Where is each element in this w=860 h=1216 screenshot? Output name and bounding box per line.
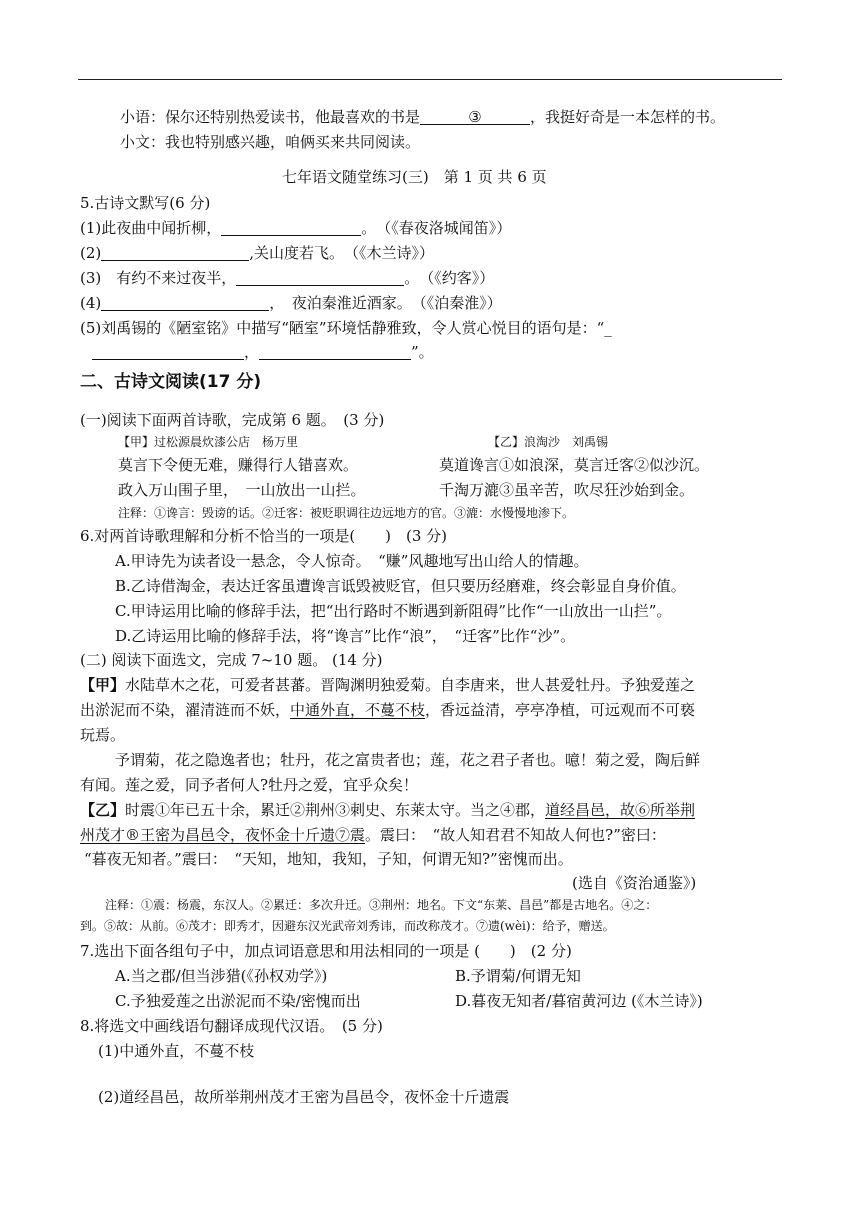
q5-l3-suffix: 。 （《约客》） <box>404 269 495 287</box>
source-citation: (选自《资治通鉴》) <box>572 874 697 892</box>
q5-l1-prefix: (1)此夜曲中闻折柳， <box>80 219 222 237</box>
poem-a-title: 【甲】过松源晨炊漆公店 杨万里 <box>118 435 299 449</box>
q5-blank-3[interactable] <box>236 271 404 286</box>
jia-line-2 <box>80 703 695 718</box>
yi-line-2 <box>80 828 666 843</box>
jia-tag: 【甲】 <box>80 676 126 694</box>
jia-l2-a: 出淤泥而不染，濯清涟而不妖， <box>80 701 291 719</box>
yi-l1-a: 时震①年已五十余，累迁②荆州③刺史、东莱太守。当之④郡， <box>125 801 546 819</box>
q5-blank-5a[interactable] <box>92 345 244 360</box>
q5-l1-suffix: 。 （《春夜洛城闻笛》） <box>361 219 512 237</box>
answer-blank-3[interactable] <box>420 110 530 125</box>
yi-underlined-sentence-2: 州茂才®王密为昌邑令，夜怀金十斤遗⑦震 <box>80 826 366 844</box>
part1-intro: (一)阅读下面两首诗歌，完成第 6 题。 (3 分) <box>80 411 385 429</box>
part2-intro: (二) 阅读下面选文，完成 7~10 题。 (14 分) <box>80 651 383 669</box>
poem-b-line-2: 千淘万漉③虽辛苦，吹尽狂沙始到金。 <box>439 481 695 499</box>
q5-l4-suffix: ， 夜泊秦淮近酒家。 （《泊秦淮》） <box>269 294 502 312</box>
q5-line-1 <box>80 221 511 236</box>
q7-option-b[interactable]: B.予谓菊/何谓无知 <box>455 967 581 985</box>
q6-option-c[interactable]: C.甲诗运用比喻的修辞手法，把“出行路时不断遇到新阻碍”比作“一山放出一山拦”。 <box>115 602 672 620</box>
page-footer: 七年语文随堂练习(三) 第 1 页 共 6 页 <box>282 168 547 186</box>
q5-line-5: (5)刘禹锡的《陋室铭》中描写“陋室”环境恬静雅致，令人赏心悦目的语句是：“_ <box>80 319 612 337</box>
yi-underlined-sentence-1: 道经昌邑，故⑥所举荆 <box>545 801 696 819</box>
q5-l5-mid: ， <box>244 343 260 361</box>
q7-stem: 7.选出下面各组句子中，加点词语意思和用法相同的一项是 ( ) (2 分) <box>80 942 572 960</box>
q6-option-a[interactable]: A.甲诗先为读者设一悬念，令人惊奇。 “赚”风趣地写出山给人的情趣。 <box>115 552 589 570</box>
q5-blank-5b[interactable] <box>259 345 411 360</box>
yi-note-2: 到。⑤故：从前。⑥茂才：即秀才，因避东汉光武帝刘秀讳，而改称茂才。⑦遗(wèi)：给予，赠送。 <box>80 919 615 933</box>
q8-sentence-1: (1)中通外直，不蔓不枝 <box>98 1042 255 1060</box>
dialog-xiaoyu <box>120 110 725 125</box>
poem-a-line-1: 莫言下令便无难，赚得行人错喜欢。 <box>118 456 359 474</box>
q7-option-a[interactable]: A.当之郡/但当涉猎(《孙权劝学》) <box>115 967 328 985</box>
q5-blank-1[interactable] <box>221 221 361 236</box>
header-rule <box>78 79 782 80</box>
yi-note-1: 注释：①震：杨震，东汉人。②累迁：多次升迁。③荆州：地名。下文“东莱、昌邑”都是古地名。④之： <box>105 898 658 912</box>
q6-stem: 6.对两首诗歌理解和分析不恰当的一项是( ) (3 分) <box>80 527 448 545</box>
q8-sentence-2: (2)道经昌邑，故所举荆州茂才王密为昌邑令，夜怀金十斤遗震 <box>98 1088 510 1106</box>
dialog-xiaowen: 小文：我也特别感兴趣，咱俩买来共同阅读。 <box>120 133 421 151</box>
q5-l3-prefix: (3) 有约不来过夜半， <box>80 269 237 287</box>
blank-marker: ③ <box>468 108 482 126</box>
q5-line-3 <box>80 271 494 286</box>
jia-line-3: 玩焉。 <box>80 726 126 744</box>
poem-note: 注释：①谗言：毁谤的话。②迁客：被贬职调往边远地方的官。③漉：水慢慢地渗下。 <box>118 506 575 520</box>
q5-l2-suffix: ,关山度若飞。 （《木兰诗》） <box>249 244 435 262</box>
q5-l5-end: ”。 <box>411 343 434 361</box>
dialog-xiaoyu-suffix: ，我挺好奇是一本怎样的书。 <box>530 108 726 126</box>
poem-b-title: 【乙】浪淘沙 刘禹锡 <box>488 435 609 449</box>
yi-line-1 <box>80 803 695 818</box>
section-2-title: 二、古诗文阅读(17 分) <box>80 372 262 392</box>
q5-title: 5.古诗文默写(6 分) <box>80 194 211 212</box>
dialog-xiaoyu-prefix: 小语：保尔还特别热爱读书，他最喜欢的书是 <box>120 108 421 126</box>
q5-l2-prefix: (2) <box>80 244 102 262</box>
jia-line-1 <box>80 678 695 693</box>
jia-l1-text: 水陆草木之花，可爱者甚蕃。晋陶渊明独爱菊。自李唐来，世人甚爱牡丹。予独爱莲之 <box>125 676 696 694</box>
q6-option-d[interactable]: D.乙诗运用比喻的修辞手法，将“谗言”比作“浪”， “迁客”比作“沙”。 <box>115 627 576 645</box>
q5-blank-4[interactable] <box>101 296 269 311</box>
q5-line-4 <box>80 296 502 311</box>
q5-line-5-blanks <box>92 345 434 360</box>
q8-stem: 8.将选文中画线语句翻译成现代汉语。 (5 分) <box>80 1017 383 1035</box>
q5-l4-prefix: (4) <box>80 294 102 312</box>
yi-tag: 【乙】 <box>80 801 126 819</box>
poem-b-line-1: 莫道谗言①如浪深，莫言迁客②似沙沉。 <box>439 456 710 474</box>
q5-blank-2[interactable] <box>101 246 249 261</box>
q6-option-b[interactable]: B.乙诗借淘金，表达迁客虽遭谗言诋毁被贬官，但只要历经磨难，终会彰显自身价值。 <box>115 577 686 595</box>
q7-option-d[interactable]: D.暮夜无知者/暮宿黄河边 (《木兰诗》) <box>455 992 703 1010</box>
q5-line-2 <box>80 246 434 261</box>
jia-line-4: 予谓菊，花之隐逸者也；牡丹，花之富贵者也；莲，花之君子者也。噫！菊之爱，陶后鲜 <box>115 751 701 769</box>
yi-line-3: “暮夜无知者。”震曰： “天知，地知，我知，子知，何谓无知?”密愧而出。 <box>84 850 573 868</box>
jia-l2-b: ，香远益清，亭亭净植，可远观而不可亵 <box>425 701 696 719</box>
jia-underlined-sentence: 中通外直，不蔓不枝 <box>290 701 426 719</box>
yi-l2-b: 。震曰： “故人知君君不知故人何也?”密曰： <box>365 826 666 844</box>
poem-a-line-2: 政入万山围子里， 一山放出一山拦。 <box>118 481 366 499</box>
q7-option-c[interactable]: C.予独爱莲之出淤泥而不染/密愧而出 <box>115 992 361 1010</box>
jia-line-5: 有闻。莲之爱，同予者何人?牡丹之爱，宜乎众矣！ <box>80 776 419 794</box>
